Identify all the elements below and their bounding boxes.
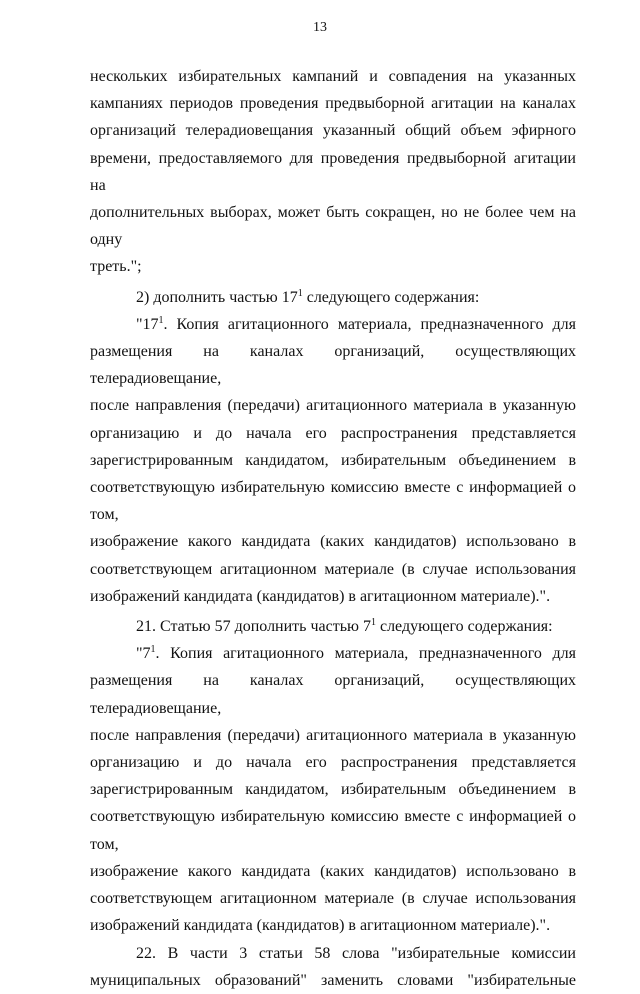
quoted-part-7-1 (90, 640, 576, 939)
text-line: размещения на каналах организаций, осуществляющих телерадиовещание, (90, 343, 576, 388)
text-line: соответствующую избирательную комиссию вместе с информацией о том, (90, 479, 576, 524)
document-body (90, 63, 576, 994)
superscript: 1 (370, 617, 376, 629)
text-run: 21. Статью 57 дополнить частью 7 (136, 618, 371, 636)
text-line: изображений кандидата (кандидатов) в агитационном материале).". (90, 587, 551, 605)
text-line: размещения на каналах организаций, осуществляющих телерадиовещание, (90, 672, 576, 717)
text-run: . Копия агитационного материала, предназначенного для (163, 315, 576, 333)
text-line: изображение какого кандидата (каких кандидатов) использовано в (90, 862, 576, 880)
text-line: нескольких избирательных кампаний и совпадения на указанных (90, 68, 576, 85)
amendment-item-2 (90, 284, 576, 311)
text-line (90, 640, 576, 667)
text-run: следующего содержания: (375, 618, 553, 636)
text-line: треть."; (90, 258, 142, 276)
amendment-item-22 (90, 940, 576, 994)
text-line: дополнительных выборах, может быть сокращен, но не более чем на одну (90, 204, 576, 249)
quoted-part-17-1 (90, 311, 576, 610)
text-run: "7 (136, 645, 151, 663)
text-run: следующего содержания: (302, 288, 480, 306)
text-line: после направления (передачи) агитационного материала в указанную (90, 397, 576, 415)
superscript: 1 (158, 314, 164, 326)
text-line (90, 311, 576, 338)
superscript: 1 (150, 644, 156, 656)
text-run: "17 (136, 315, 159, 333)
text-line: организацию и до начала его распространения представляется (90, 754, 576, 772)
text-line: изображений кандидата (кандидатов) в агитационном материале).". (90, 917, 551, 935)
text-line: соответствующую избирательную комиссию вместе с информацией о том, (90, 808, 576, 853)
text-line: муниципальных образований" заменить словами "избирательные (90, 971, 576, 989)
text-line: соответствующем агитационном материале (в случае использования (90, 890, 576, 908)
text-line: зарегистрированным кандидатом, избирательным объединением в (90, 781, 576, 799)
text-line: 22. В части 3 статьи 58 слова "избирательные комиссии (136, 944, 576, 962)
text-line: времени, предоставляемого для проведения предвыборной агитации на (90, 149, 576, 194)
text-run: 2) дополнить частью 17 (136, 288, 298, 306)
text-run: . Копия агитационного материала, предназначенного для (155, 645, 576, 663)
text-line: после направления (передачи) агитационного материала в указанную (90, 726, 576, 744)
text-line: изображение какого кандидата (каких кандидатов) использовано в (90, 533, 576, 551)
page-number: 13 (313, 20, 327, 35)
amendment-item-21 (90, 613, 576, 640)
superscript: 1 (297, 287, 303, 299)
text-line: организаций телерадиовещания указанный общий объем эфирного (90, 122, 576, 140)
text-line: организацию и до начала его распространения представляется (90, 424, 576, 442)
text-line: кампаниях периодов проведения предвыборной агитации на каналах (90, 95, 576, 113)
paragraph-continuation (90, 63, 576, 281)
text-line: соответствующем агитационном материале (в случае использования (90, 560, 576, 578)
text-line: зарегистрированным кандидатом, избирательным объединением в (90, 451, 576, 469)
